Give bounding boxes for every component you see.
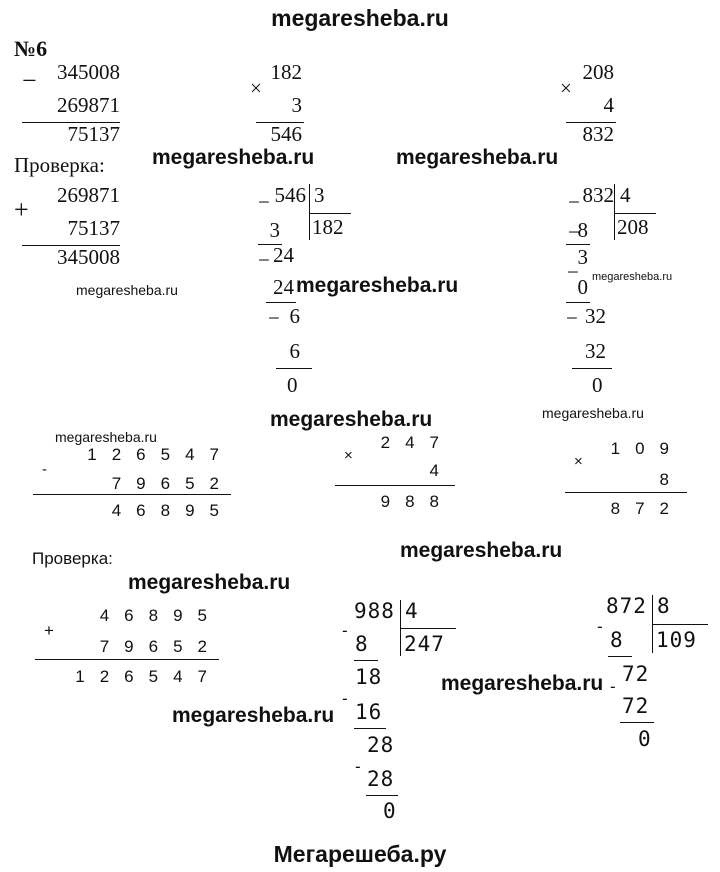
sum: 126547 <box>75 667 222 686</box>
site-footer: Мегарешеба.ру <box>273 841 447 867</box>
quotient: 247 <box>404 632 445 656</box>
step-subtract: 3 <box>269 218 280 242</box>
division-bar <box>614 184 615 240</box>
minus-sign: − <box>568 190 580 214</box>
watermark: megaresheba.ru <box>172 704 335 727</box>
subtrahend: 79652 <box>111 474 234 493</box>
site-header: megaresheba.ru <box>271 5 449 31</box>
step-subtract: 8 <box>610 628 624 652</box>
product: 988 <box>380 492 454 511</box>
multiplicand: 247 <box>380 433 454 452</box>
step-subtract: 8 <box>355 632 369 656</box>
minus-sign: − <box>258 190 270 214</box>
result-line <box>335 485 455 486</box>
result-line <box>33 494 231 495</box>
multiplier: 4 <box>603 93 614 117</box>
watermark: megaresheba.ru <box>592 271 673 283</box>
step-line <box>354 660 378 661</box>
quotient: 182 <box>312 215 344 239</box>
minus-sign: - <box>610 677 616 696</box>
quotient: 109 <box>656 628 697 652</box>
watermark: megaresheba.ru <box>296 274 459 297</box>
dividend: 872 <box>606 594 647 618</box>
quotient: 208 <box>617 215 649 239</box>
times-sign: × <box>560 76 572 100</box>
product: 832 <box>582 122 614 146</box>
divisor: 4 <box>405 599 419 623</box>
multiplier: 4 <box>429 461 454 480</box>
step-subtract: 16 <box>355 700 383 724</box>
step-line <box>566 302 590 303</box>
watermark: megaresheba.ru <box>76 282 178 298</box>
addend-1: 46895 <box>99 606 222 625</box>
product: 872 <box>610 499 684 518</box>
plus-sign: + <box>44 621 54 640</box>
division-bar <box>309 184 310 240</box>
step-subtract: 6 <box>289 339 300 363</box>
step-remainder: 3 <box>577 245 588 269</box>
addend-2: 75137 <box>67 216 120 240</box>
check-label: Проверка: <box>32 549 113 568</box>
multiplicand: 182 <box>270 60 302 84</box>
divisor-line <box>652 624 708 625</box>
addend-2: 79652 <box>99 637 222 656</box>
divisor: 4 <box>620 183 631 207</box>
watermark: megaresheba.ru <box>152 146 315 169</box>
final-remainder: 0 <box>287 373 298 397</box>
difference: 75137 <box>67 122 120 146</box>
minus-sign: - <box>342 689 348 708</box>
minus-sign: − <box>268 306 280 330</box>
check-label: Проверка: <box>14 153 105 177</box>
divisor-line <box>309 213 351 214</box>
plus-sign: + <box>14 195 29 224</box>
difference: 46895 <box>111 501 234 520</box>
minus-sign: − <box>258 248 270 272</box>
multiplier: 3 <box>291 93 302 117</box>
minus-sign: - <box>355 757 361 776</box>
minus-sign: - <box>42 461 47 478</box>
watermark: megaresheba.ru <box>55 429 157 445</box>
step-remainder: 24 <box>273 243 294 267</box>
product: 546 <box>270 122 302 146</box>
minus-sign: − <box>566 306 578 330</box>
times-sign: × <box>344 447 353 464</box>
watermark: megaresheba.ru <box>270 408 433 431</box>
step-remainder: 6 <box>289 304 300 328</box>
watermark: megaresheba.ru <box>128 571 291 594</box>
divisor-line <box>400 628 456 629</box>
dividend: 546 <box>274 183 306 207</box>
task-number: №6 <box>14 36 48 61</box>
step-line <box>266 302 296 303</box>
step-subtract: 32 <box>585 339 606 363</box>
step-remainder: 72 <box>622 662 650 686</box>
sum: 345008 <box>57 245 120 269</box>
multiplicand: 208 <box>582 60 614 84</box>
result-line <box>565 492 687 493</box>
step-subtract: 72 <box>622 694 650 718</box>
watermark: megaresheba.ru <box>396 146 559 169</box>
divisor-line <box>614 213 656 214</box>
step-subtract: 28 <box>367 767 395 791</box>
multiplicand: 109 <box>610 439 684 458</box>
step-line <box>572 368 612 369</box>
minus-sign: - <box>342 621 348 640</box>
step-subtract: 24 <box>273 275 294 299</box>
minuend: 126547 <box>87 445 234 464</box>
step-subtract: 0 <box>577 275 588 299</box>
subtrahend: 269871 <box>57 93 120 117</box>
minus-sign: − <box>568 220 580 244</box>
watermark: megaresheba.ru <box>441 672 604 695</box>
step-line <box>608 656 632 657</box>
multiplier: 8 <box>659 470 684 489</box>
minuend: 345008 <box>57 60 120 84</box>
watermark: megaresheba.ru <box>400 539 563 562</box>
divisor: 8 <box>657 594 671 618</box>
dividend: 988 <box>354 599 395 623</box>
result-line <box>35 659 219 660</box>
step-remainder: 28 <box>367 733 395 757</box>
minus-sign: - <box>597 617 603 636</box>
step-line <box>620 722 654 723</box>
step-line <box>354 728 386 729</box>
final-remainder: 0 <box>638 727 652 751</box>
final-remainder: 0 <box>383 799 397 823</box>
step-line <box>366 795 398 796</box>
step-remainder: 18 <box>355 665 383 689</box>
step-remainder: 32 <box>585 304 606 328</box>
times-sign: × <box>250 76 262 100</box>
addend-1: 269871 <box>57 183 120 207</box>
final-remainder: 0 <box>592 373 603 397</box>
step-line <box>276 368 312 369</box>
divisor: 3 <box>314 183 325 207</box>
step-subtract: 8 <box>577 218 588 242</box>
watermark: megaresheba.ru <box>542 405 644 421</box>
dividend: 832 <box>582 183 614 207</box>
minus-sign: − <box>22 66 37 95</box>
times-sign: × <box>574 453 583 470</box>
minus-sign: − <box>567 260 579 284</box>
